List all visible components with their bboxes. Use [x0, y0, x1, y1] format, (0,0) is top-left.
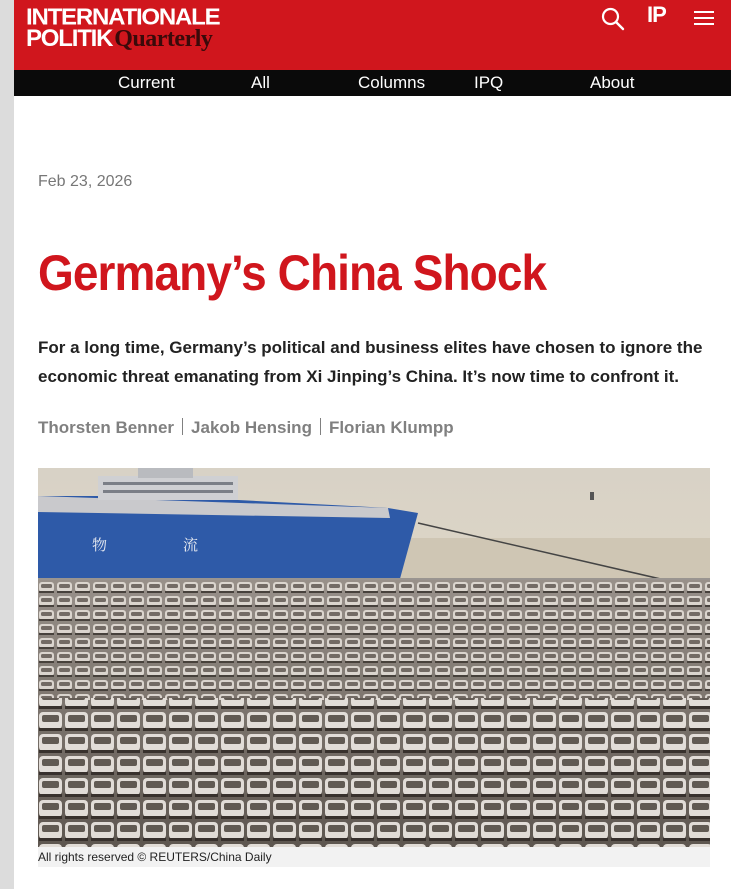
menu-icon[interactable] [694, 10, 714, 26]
article-lead: For a long time, Germany’s political and business elites have chosen to ignore the economic threat emanating from Xi Jinping’s China. It’s now time to confront it. [38, 338, 703, 386]
nav-item-all[interactable]: All [251, 73, 270, 92]
article-title: Germany’s China Shock [38, 245, 547, 301]
nav-item-current[interactable]: Current [118, 73, 175, 92]
author-separator [320, 418, 321, 435]
main-nav [14, 70, 731, 96]
logo-word-politik: POLITIK [26, 25, 113, 52]
ip-icon[interactable]: IP [647, 2, 666, 27]
article-date: Feb 23, 2026 [38, 173, 133, 190]
image-caption: All rights reserved © REUTERS/China Daily [38, 850, 272, 864]
logo-line-2 [26, 27, 219, 51]
article-image [38, 468, 710, 847]
image-caption-bar [38, 847, 710, 867]
ship-character: 物 [92, 536, 108, 554]
logo-word-internationale: INTERNATIONALE [26, 4, 220, 31]
author-link[interactable]: Thorsten Benner [38, 418, 175, 437]
left-gutter [0, 0, 14, 889]
author-separator [182, 418, 183, 435]
site-logo[interactable] [26, 6, 219, 51]
nav-item-columns[interactable]: Columns [358, 73, 426, 92]
author-link[interactable]: Florian Klumpp [328, 418, 454, 437]
nav-item-ipq[interactable]: IPQ [474, 73, 504, 92]
ship-character: 流 [183, 536, 199, 554]
site-header [14, 0, 731, 70]
author-list [38, 418, 454, 438]
logo-word-quarterly: Quarterly [114, 26, 213, 52]
search-icon[interactable] [600, 6, 626, 32]
nav-item-about[interactable]: About [590, 73, 635, 92]
author-link[interactable]: Jakob Hensing [191, 418, 312, 437]
harbor-photo [38, 468, 710, 847]
